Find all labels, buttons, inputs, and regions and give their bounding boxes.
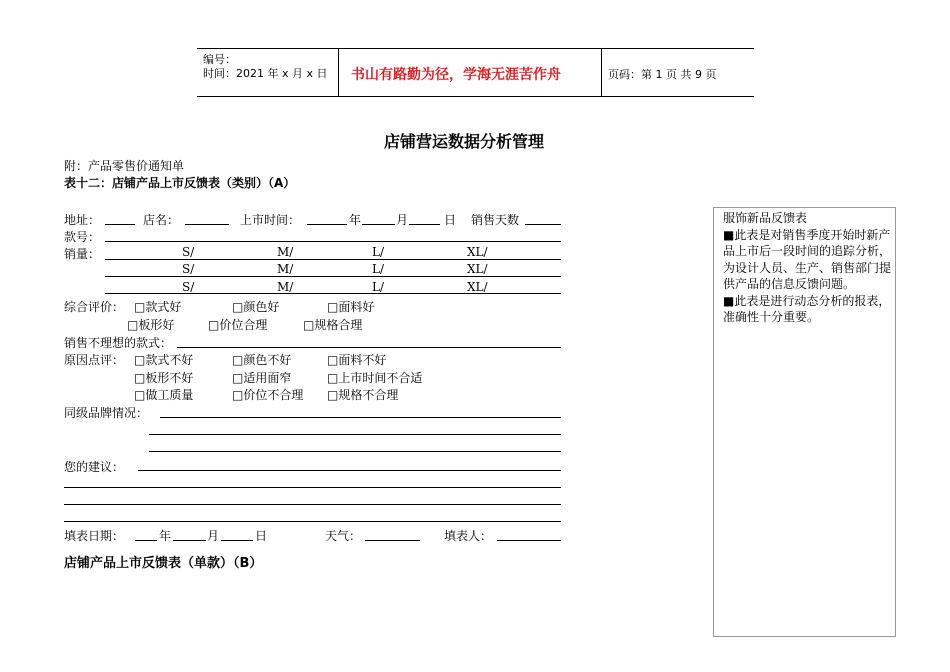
page-counter: 页码：第 1 页 共 9 页 bbox=[608, 68, 717, 81]
header-motto: 书山有路勤为径，学海无涯苦作舟 bbox=[351, 67, 561, 83]
fill-date-label: 填表日期： bbox=[64, 529, 125, 543]
peer-brand-field[interactable] bbox=[149, 434, 561, 435]
suggestion-field[interactable] bbox=[64, 487, 561, 488]
checkbox-style-good[interactable]: □款式好 bbox=[134, 300, 182, 314]
month-label: 月 bbox=[207, 529, 220, 543]
launch-day-field[interactable] bbox=[409, 224, 440, 225]
checkbox-spec-ok[interactable]: □规格合理 bbox=[303, 318, 363, 332]
shop-name-label: 店名： bbox=[143, 213, 180, 227]
size-l-label: L/ bbox=[372, 280, 385, 294]
page-title: 店铺营运数据分析管理 bbox=[384, 132, 545, 151]
sales-days-label: 销售天数 bbox=[471, 213, 520, 227]
sales-volume-label: 销量： bbox=[64, 247, 101, 261]
filler-label: 填表人： bbox=[444, 529, 493, 543]
suggestion-field[interactable] bbox=[64, 504, 561, 505]
day-label: 日 bbox=[255, 529, 268, 543]
month-label: 月 bbox=[396, 213, 409, 227]
shop-name-field[interactable] bbox=[185, 224, 229, 225]
suggestion-field[interactable] bbox=[138, 470, 561, 471]
address-field[interactable] bbox=[105, 224, 135, 225]
peer-brand-field[interactable] bbox=[160, 417, 561, 418]
checkbox-spec-bad[interactable]: □规格不合理 bbox=[327, 388, 399, 402]
checkbox-fit-bad[interactable]: □板形不好 bbox=[134, 371, 194, 385]
peer-brand-field[interactable] bbox=[149, 451, 561, 452]
checkbox-timing-bad[interactable]: □上市时间不合适 bbox=[327, 371, 423, 385]
checkbox-color-bad[interactable]: □颜色不好 bbox=[232, 353, 292, 367]
attachment-note: 附：产品零售价通知单 bbox=[64, 159, 185, 173]
suggestion-field[interactable] bbox=[64, 521, 561, 522]
size-l-label: L/ bbox=[372, 262, 385, 276]
checkbox-price-bad[interactable]: □价位不合理 bbox=[232, 388, 304, 402]
checkbox-fabric-bad[interactable]: □面料不好 bbox=[327, 353, 387, 367]
unsatisfied-style-field[interactable] bbox=[177, 347, 561, 348]
sidebar-note bbox=[723, 210, 895, 326]
size-m-label: M/ bbox=[277, 280, 294, 294]
style-no-field[interactable] bbox=[105, 241, 561, 242]
peer-brand-label: 同级品牌情况： bbox=[64, 406, 149, 420]
day-label: 日 bbox=[444, 213, 457, 227]
header-divider bbox=[601, 48, 602, 96]
table-a-title: 表十二：店铺产品上市反馈表（类别）（A） bbox=[64, 176, 296, 190]
overall-label: 综合评价： bbox=[64, 300, 125, 314]
sidebar-para-1: ■此表是对销售季度开始时新产品上市后一段时间的追踪分析，为设计人员、生产、销售部门提供产品的信息反馈问题。 bbox=[723, 227, 892, 291]
doc-time-label: 时间：2021 年 x 月 x 日 bbox=[203, 67, 328, 80]
size-s-label: S/ bbox=[182, 262, 195, 276]
table-b-title: 店铺产品上市反馈表（单款）（B） bbox=[64, 556, 263, 571]
address-label: 地址： bbox=[64, 213, 101, 227]
size-m-label: M/ bbox=[277, 262, 294, 276]
weather-label: 天气： bbox=[325, 529, 362, 543]
size-s-label: S/ bbox=[182, 245, 195, 259]
checkbox-fabric-good[interactable]: □面料好 bbox=[327, 300, 375, 314]
checkbox-workmanship[interactable]: □做工质量 bbox=[134, 388, 194, 402]
checkbox-fit-good[interactable]: □板形好 bbox=[127, 318, 175, 332]
size-xl-label: XL/ bbox=[467, 280, 488, 294]
checkbox-style-bad[interactable]: □款式不好 bbox=[134, 353, 194, 367]
sales-row-line[interactable] bbox=[105, 293, 561, 294]
year-label: 年 bbox=[349, 213, 362, 227]
sales-row-line[interactable] bbox=[105, 276, 561, 277]
sales-days-field[interactable] bbox=[525, 224, 561, 225]
fill-year-field[interactable] bbox=[135, 540, 157, 541]
unsatisfied-style-label: 销售不理想的款式： bbox=[64, 336, 173, 350]
year-label: 年 bbox=[159, 529, 172, 543]
header-top-rule bbox=[197, 48, 754, 49]
header-divider bbox=[338, 48, 339, 96]
header-bottom-rule bbox=[197, 96, 754, 97]
checkbox-color-good[interactable]: □颜色好 bbox=[232, 300, 280, 314]
size-xl-label: XL/ bbox=[467, 262, 488, 276]
suggestion-label: 您的建议： bbox=[64, 460, 125, 474]
fill-month-field[interactable] bbox=[173, 540, 206, 541]
sidebar-para-2: ■此表是进行动态分析的报表，准确性十分重要。 bbox=[723, 293, 891, 324]
filler-field[interactable] bbox=[497, 540, 561, 541]
doc-number-label: 编号： bbox=[203, 53, 236, 66]
style-no-label: 款号： bbox=[64, 230, 101, 244]
launch-year-field[interactable] bbox=[307, 224, 347, 225]
reason-label: 原因点评： bbox=[64, 353, 125, 367]
size-s-label: S/ bbox=[182, 280, 195, 294]
sidebar-heading: 服饰新品反馈表 bbox=[723, 211, 808, 225]
sales-row-line[interactable] bbox=[105, 259, 561, 260]
checkbox-price-ok[interactable]: □价位合理 bbox=[208, 318, 268, 332]
checkbox-narrow-use[interactable]: □适用面窄 bbox=[232, 371, 292, 385]
size-m-label: M/ bbox=[277, 245, 294, 259]
launch-time-label: 上市时间： bbox=[240, 213, 301, 227]
fill-day-field[interactable] bbox=[221, 540, 253, 541]
launch-month-field[interactable] bbox=[362, 224, 395, 225]
weather-field[interactable] bbox=[365, 540, 420, 541]
size-l-label: L/ bbox=[372, 245, 385, 259]
size-xl-label: XL/ bbox=[467, 245, 488, 259]
